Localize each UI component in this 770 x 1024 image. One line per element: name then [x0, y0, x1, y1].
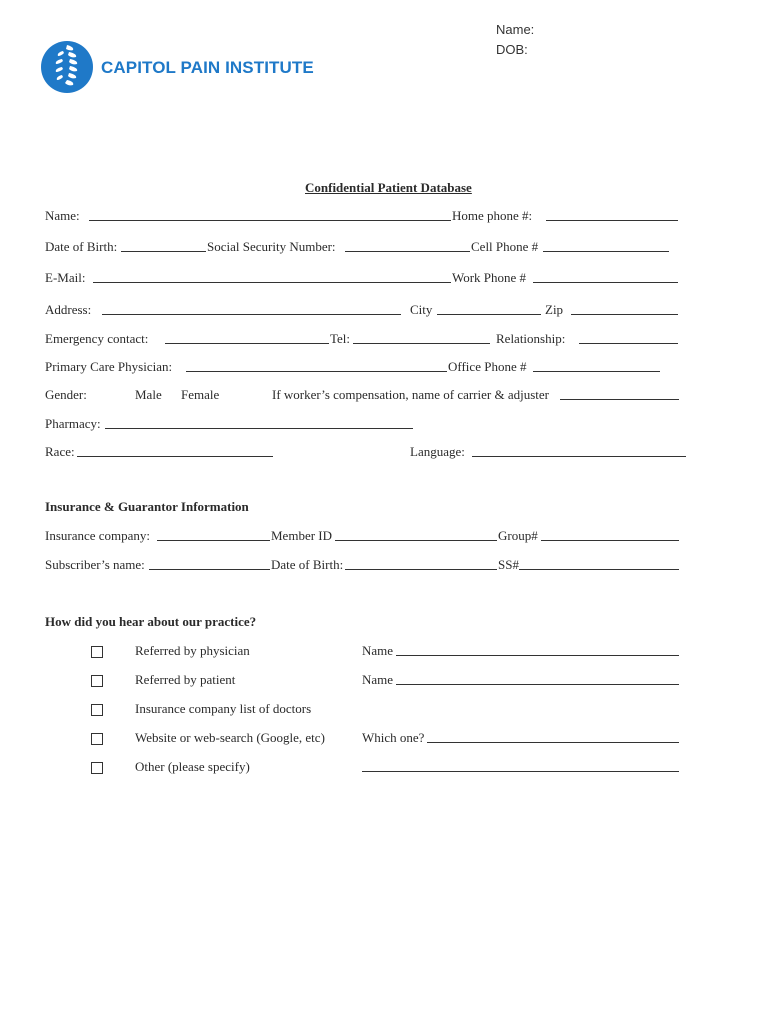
referral-followup-label: Name — [362, 643, 394, 658]
referral-option-label: Other (please specify) — [135, 759, 250, 774]
subscriber-name-field[interactable] — [149, 569, 270, 570]
insurance-company-label: Insurance company: — [45, 528, 151, 543]
group-label: Group# — [498, 528, 538, 543]
gender-label: Gender: — [45, 387, 87, 402]
race-label: Race: — [45, 444, 75, 459]
gender-female-option[interactable]: Female — [181, 387, 220, 402]
referral-followup-label: Name — [362, 672, 394, 687]
header-name-label: Name: — [496, 22, 535, 37]
referral-followup-label: Which one? — [362, 730, 425, 745]
referral-question: How did you hear about our practice? — [45, 614, 257, 629]
workers-comp-field[interactable] — [560, 399, 679, 400]
physician-name-field[interactable] — [396, 655, 679, 656]
insurance-heading: Insurance & Guarantor Information — [45, 499, 249, 514]
cell-phone-label: Cell Phone # — [471, 239, 539, 254]
home-phone-label: Home phone #: — [452, 208, 533, 223]
website-which-field[interactable] — [427, 742, 679, 743]
cell-phone-field[interactable] — [543, 251, 669, 252]
header-dob-label: DOB: — [496, 42, 528, 57]
member-id-field[interactable] — [335, 540, 497, 541]
insurance-company-field[interactable] — [157, 540, 270, 541]
email-field[interactable] — [93, 282, 451, 283]
ssn-label: Social Security Number: — [207, 239, 336, 254]
address-label: Address: — [45, 302, 92, 317]
tel-field[interactable] — [353, 343, 490, 344]
workers-comp-label: If worker’s compensation, name of carrier & adjuster — [272, 387, 549, 402]
ss-label: SS# — [498, 557, 519, 572]
pharmacy-field[interactable] — [105, 428, 413, 429]
primary-physician-field[interactable] — [186, 371, 447, 372]
brand-name: CAPITOL PAIN INSTITUTE — [101, 58, 314, 77]
referral-insurance-checkbox[interactable] — [91, 704, 103, 716]
dob-field[interactable] — [121, 251, 206, 252]
office-phone-label: Office Phone # — [448, 359, 527, 374]
city-label: City — [410, 302, 433, 317]
email-label: E-Mail: — [45, 270, 86, 285]
name-label: Name: — [45, 208, 80, 223]
dob-label: Date of Birth: — [45, 239, 118, 254]
gender-male-option[interactable]: Male — [135, 387, 162, 402]
zip-label: Zip — [545, 302, 564, 317]
referral-patient-checkbox[interactable] — [91, 675, 103, 687]
address-field[interactable] — [102, 314, 401, 315]
referral-option-label: Insurance company list of doctors — [135, 701, 312, 716]
ss-field[interactable] — [519, 569, 679, 570]
zip-field[interactable] — [571, 314, 678, 315]
patient-name-field[interactable] — [396, 684, 679, 685]
work-phone-field[interactable] — [533, 282, 678, 283]
pharmacy-label: Pharmacy: — [45, 416, 101, 431]
subscriber-dob-field[interactable] — [345, 569, 497, 570]
race-field[interactable] — [77, 456, 273, 457]
referral-option-label: Website or web-search (Google, etc) — [135, 730, 325, 745]
other-specify-field[interactable] — [362, 771, 679, 772]
work-phone-label: Work Phone # — [452, 270, 527, 285]
office-phone-field[interactable] — [533, 371, 660, 372]
city-field[interactable] — [437, 314, 541, 315]
subscriber-name-label: Subscriber’s name: — [45, 557, 145, 572]
referral-physician-checkbox[interactable] — [91, 646, 103, 658]
referral-option-label: Referred by patient — [135, 672, 236, 687]
language-field[interactable] — [472, 456, 686, 457]
primary-physician-label: Primary Care Physician: — [45, 359, 173, 374]
spine-logo-icon — [40, 40, 94, 99]
referral-other-checkbox[interactable] — [91, 762, 103, 774]
referral-website-checkbox[interactable] — [91, 733, 103, 745]
form-title: Confidential Patient Database — [305, 180, 472, 195]
name-field[interactable] — [89, 220, 451, 221]
subscriber-dob-label: Date of Birth: — [271, 557, 344, 572]
group-field[interactable] — [541, 540, 679, 541]
language-label: Language: — [410, 444, 465, 459]
tel-label: Tel: — [330, 331, 351, 346]
emergency-contact-label: Emergency contact: — [45, 331, 149, 346]
home-phone-field[interactable] — [546, 220, 678, 221]
relationship-label: Relationship: — [496, 331, 566, 346]
ssn-field[interactable] — [345, 251, 470, 252]
member-id-label: Member ID — [271, 528, 333, 543]
emergency-contact-field[interactable] — [165, 343, 329, 344]
relationship-field[interactable] — [579, 343, 678, 344]
referral-option-label: Referred by physician — [135, 643, 250, 658]
